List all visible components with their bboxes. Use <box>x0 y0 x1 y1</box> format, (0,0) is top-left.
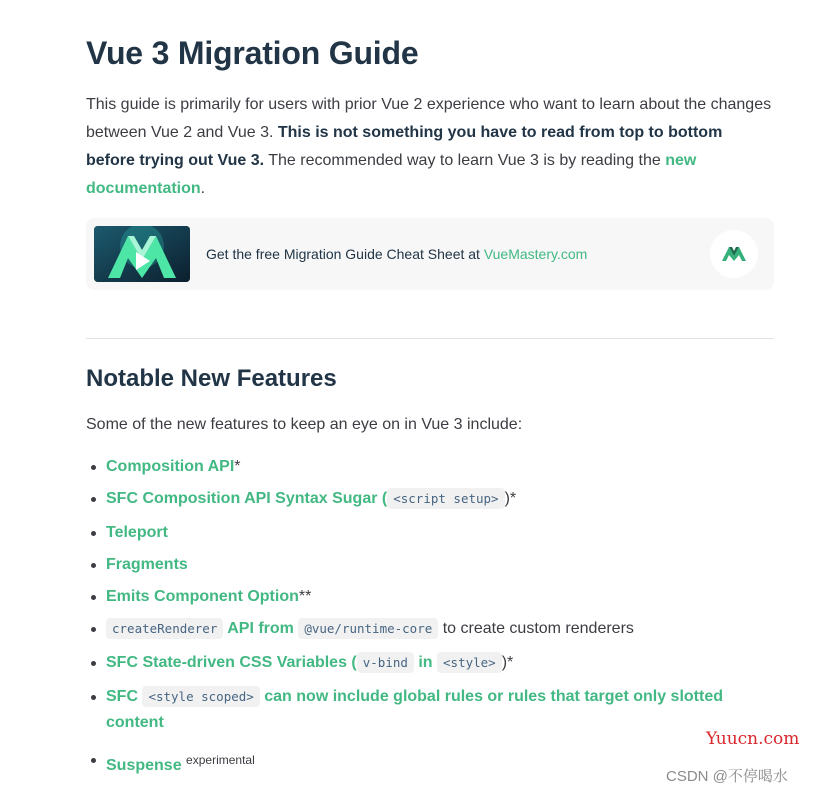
composition-api-link[interactable]: Composition API <box>106 458 235 475</box>
intro-text-2: The recommended way to learn Vue 3 is by reading the <box>264 152 666 169</box>
asterisk: )* <box>501 654 514 671</box>
plain-text: to create custom renderers <box>438 620 634 637</box>
asterisk: ** <box>298 588 312 605</box>
link-text: API from <box>223 620 299 637</box>
asterisk: )* <box>504 490 517 507</box>
banner-thumbnail[interactable] <box>94 226 190 282</box>
banner-text <box>206 244 587 264</box>
css-variables-link[interactable] <box>106 654 502 671</box>
list-item <box>106 552 766 578</box>
play-icon <box>94 226 190 282</box>
fragments-link[interactable]: Fragments <box>106 556 188 573</box>
sfc-syntax-sugar-link[interactable] <box>106 490 505 507</box>
list-item <box>106 520 766 546</box>
link-text: SFC Composition API Syntax Sugar ( <box>106 490 388 507</box>
site-watermark: Yuucn.com <box>706 729 800 749</box>
vuemastery-logo-icon[interactable] <box>710 230 758 278</box>
asterisk: * <box>234 458 241 475</box>
intro-text: This guide is primarily for users with prior Vue 2 experience who want to learn about the changes between Vue 2 and Vue 3. <box>86 96 772 141</box>
style-scoped-link[interactable] <box>106 688 723 731</box>
section-divider <box>86 338 774 339</box>
vuemastery-logo-shape <box>710 230 758 278</box>
code-snippet: <style scoped> <box>142 686 259 707</box>
link-text: SFC State-driven CSS Variables ( <box>106 654 357 671</box>
intro-bold-text: This is not something you have to read from top to bottom before trying out Vue 3. <box>86 124 723 169</box>
code-snippet: createRenderer <box>106 618 223 639</box>
list-item <box>106 650 766 676</box>
page-title: Vue 3 Migration Guide <box>86 35 419 71</box>
list-item <box>106 684 766 736</box>
suspense-link[interactable]: Suspense <box>106 757 182 774</box>
experimental-badge: experimental <box>186 753 255 767</box>
link-text: in <box>413 654 438 671</box>
section-heading: Notable New Features <box>86 365 337 392</box>
link-text: SFC <box>106 688 143 705</box>
list-item <box>106 616 766 642</box>
list-item <box>106 454 766 480</box>
link-text: can now include global rules or rules that target only slotted content <box>106 688 723 731</box>
banner-label: Get the free Migration Guide Cheat Sheet at <box>206 246 484 262</box>
vuemastery-link[interactable]: VueMastery.com <box>483 246 588 262</box>
new-documentation-link[interactable]: new documentation <box>86 152 697 197</box>
section-lead: Some of the new features to keep an eye on in Vue 3 include: <box>86 416 523 433</box>
code-snippet: <script setup> <box>387 488 504 509</box>
custom-renderer-link[interactable] <box>106 620 438 637</box>
list-item <box>106 486 766 512</box>
code-snippet: @vue/runtime-core <box>298 618 438 639</box>
code-snippet: v-bind <box>357 652 414 673</box>
cheat-sheet-banner[interactable] <box>86 218 774 290</box>
emits-option-link[interactable]: Emits Component Option <box>106 588 299 605</box>
code-snippet: <style> <box>437 652 502 673</box>
csdn-watermark: CSDN @不停喝水 <box>666 768 788 785</box>
list-item <box>106 584 766 610</box>
teleport-link[interactable]: Teleport <box>106 524 168 541</box>
intro-period: . <box>200 180 206 197</box>
intro-paragraph <box>86 91 774 203</box>
